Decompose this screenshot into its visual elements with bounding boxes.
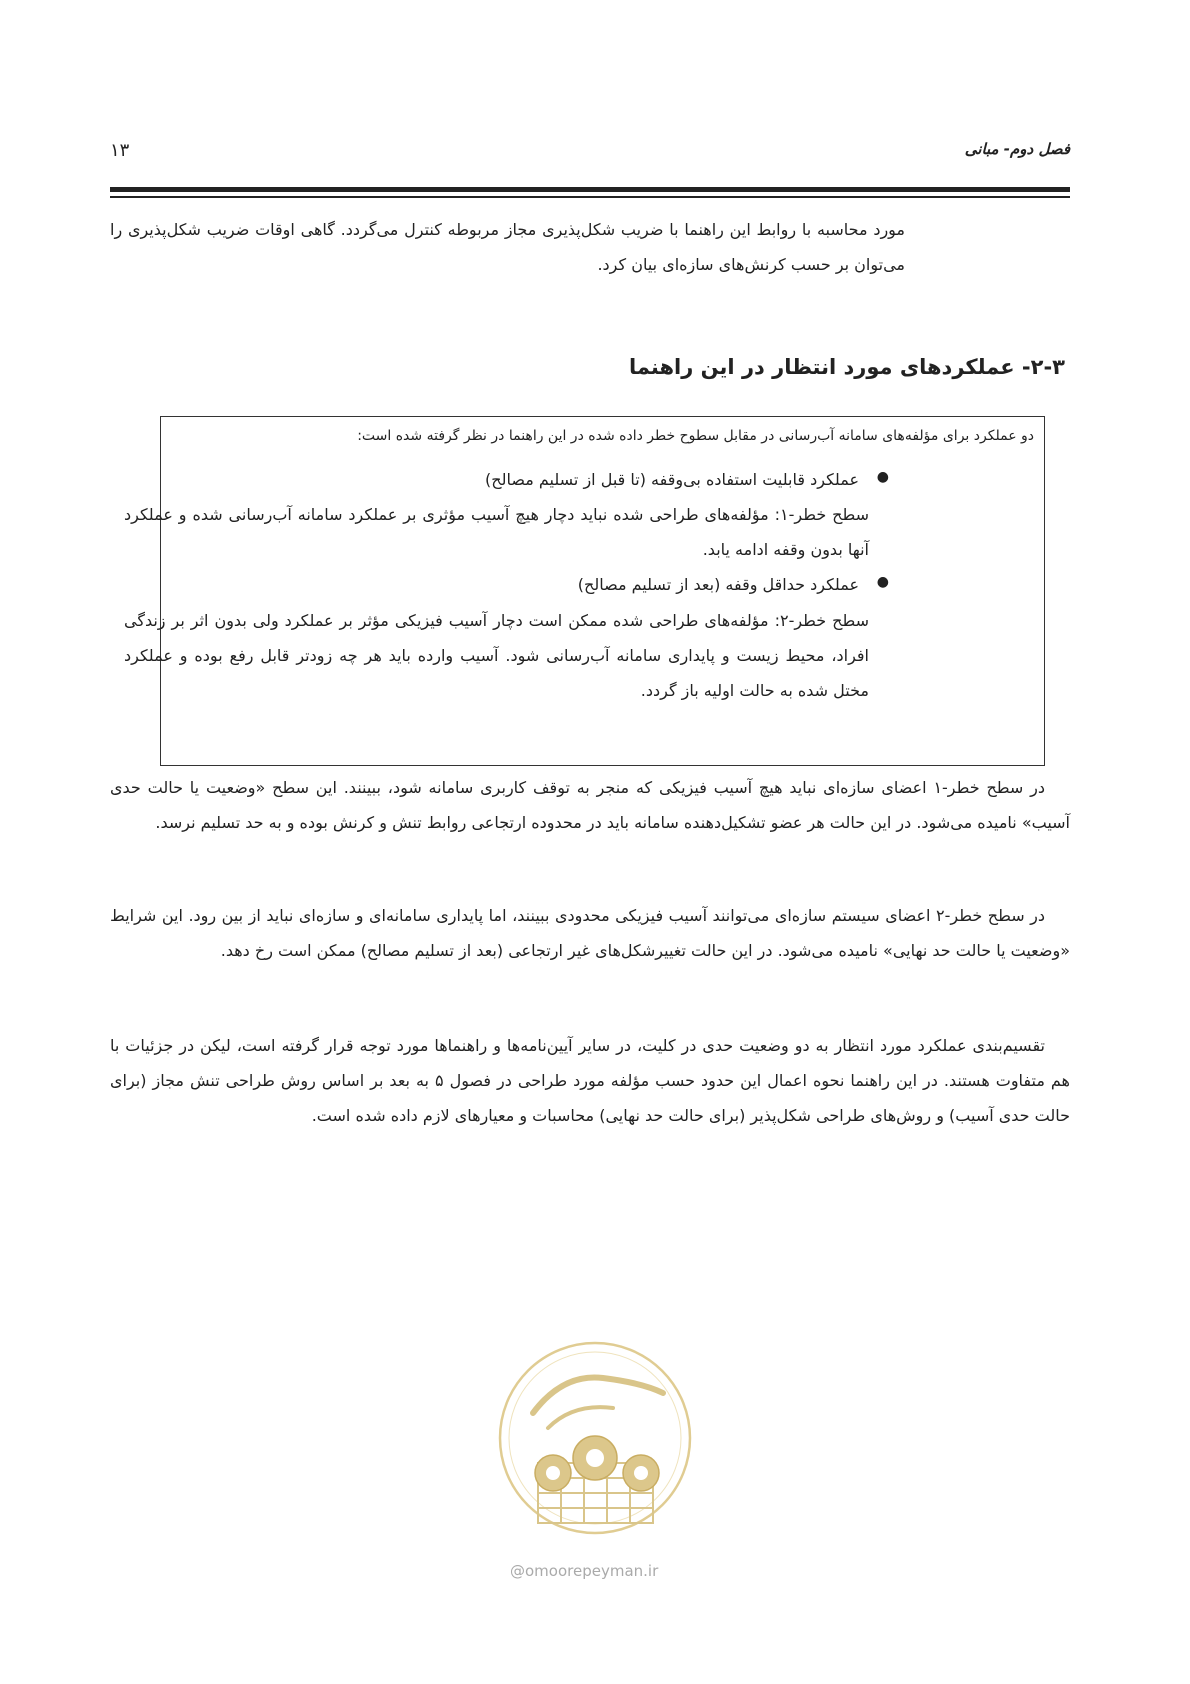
body-paragraph-2: در سطح خطر-۲ اعضای سیستم سازه‌ای می‌توانند آسیب فیزیکی محدودی ببینند، اما پایداری سامانه‌ای و سازه‌ای نباید از بین رود. این شرایط «وضعیت یا حالت حد نهایی» نامیده می‌شود. در این حالت تغییرشکل‌های غیر ارتجاعی (بعد از تسلیم مصالح) ممکن است رخ دهد. bbox=[110, 906, 1070, 960]
level-description-2: سطح خطر-۲: مؤلفه‌های طراحی شده ممکن است دچار آسیب فیزیکی مؤثر بر عملکرد ولی بدون اثر بر زندگی افراد، محیط زیست و پایداری سامانه آب‌رسانی شود. آسیب وارده باید هر چه زودتر قابل رفع بوده و عملکرد مختل شده به حالت اولیه باز گردد. bbox=[124, 611, 870, 700]
page-number: ۱۳ bbox=[110, 140, 130, 161]
header-rule-thin bbox=[110, 196, 1070, 198]
bullet-icon: ● bbox=[876, 574, 889, 590]
chapter-title: فصل دوم- مبانی bbox=[964, 140, 1070, 158]
performance-box bbox=[124, 416, 1045, 766]
watermark-url: @omoorepeyman.ir bbox=[510, 1562, 659, 1580]
page-header bbox=[110, 140, 1070, 170]
watermark-logo bbox=[493, 1333, 698, 1553]
bullet-title-1: عملکرد قابلیت استفاده بی‌وقفه (تا قبل از تسلیم مصالح) bbox=[485, 470, 859, 489]
bullet-title-2: عملکرد حداقل وقفه (بعد از تسلیم مصالح) bbox=[577, 575, 859, 594]
header-rule-thick bbox=[110, 187, 1070, 192]
box-intro: دو عملکرد برای مؤلفه‌های سامانه آب‌رسانی در مقابل سطوح خطر داده شده در این راهنما در نظر گرفته شده است: bbox=[357, 428, 1034, 444]
body-paragraph-3: تقسیم‌بندی عملکرد مورد انتظار به دو وضعیت حدی در کلیت، در سایر آیین‌نامه‌ها و راهنماها مورد توجه قرار گرفته است، لیکن در جزئیات با هم متفاوت هستند. در این راهنما نحوه اعمال این حدود حسب مؤلفه مورد طراحی در فصول ۵ به بعد بر اساس روش طراحی تنش مجاز (برای حالت حدی آسیب) و روش‌های طراحی شکل‌پذیر (برای حالت حد نهایی) محاسبات و معیارهای لازم داده شده است. bbox=[110, 1036, 1070, 1125]
level-description-1: سطح خطر-۱: مؤلفه‌های طراحی شده نباید دچار هیچ آسیب مؤثری بر عملکرد سامانه آب‌رسانی شده و عملکرد آنها بدون وقفه ادامه یابد. bbox=[124, 505, 869, 559]
section-heading: ۲-۳- عملکردهای مورد انتظار در این راهنما bbox=[628, 355, 1065, 379]
body-paragraph-1: در سطح خطر-۱ اعضای سازه‌ای نباید هیچ آسیب فیزیکی که منجر به توقف کاربری سامانه شود، ببینند. این سطح «وضعیت یا حالت حدی آسیب» نامیده می‌شود. در این حالت هر عضو تشکیل‌دهنده سامانه باید در محدوده ارتجاعی روابط تنش و کرنش بوده و به حد تسلیم نرسد. bbox=[110, 778, 1070, 832]
bullet-icon: ● bbox=[876, 469, 889, 485]
intro-paragraph: مورد محاسبه با روابط این راهنما با ضریب شکل‌پذیری مجاز مربوطه کنترل می‌گردد. گاهی اوقات ضریب شکل‌پذیری را می‌توان بر حسب کرنش‌های سازه‌ای بیان کرد. bbox=[110, 220, 905, 274]
